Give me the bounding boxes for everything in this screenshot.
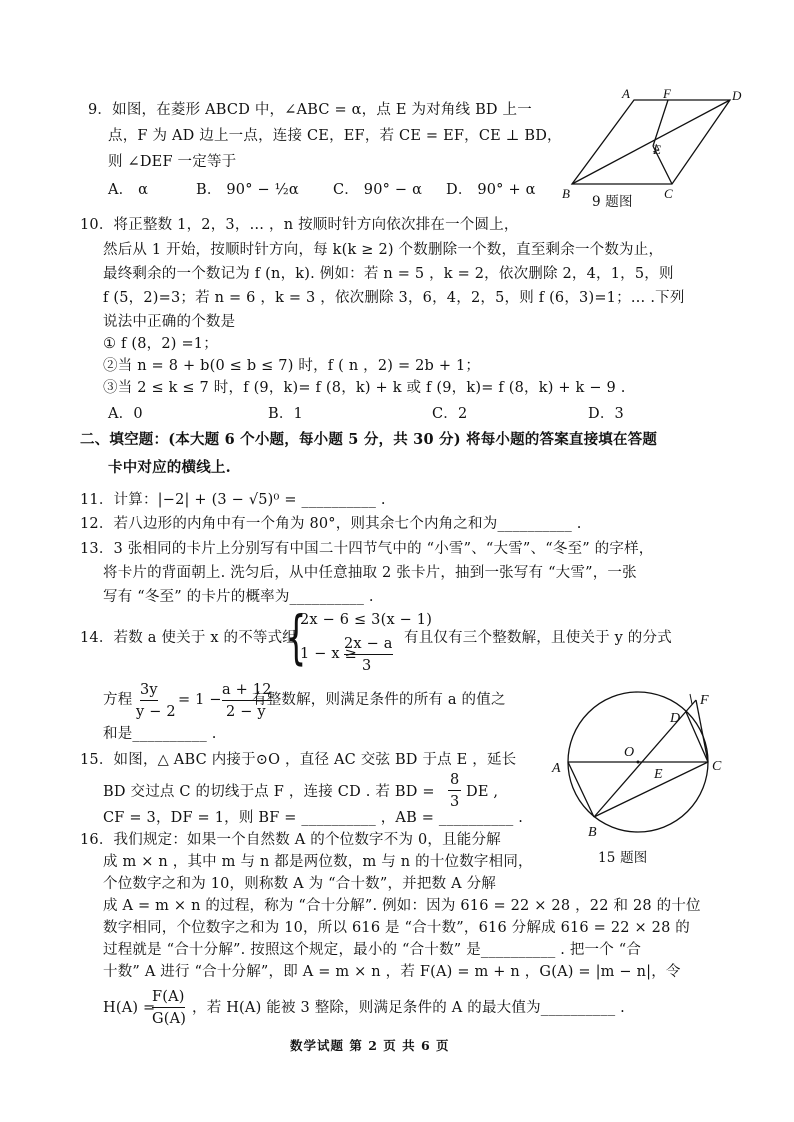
label-f: F: [663, 88, 671, 101]
section-2-heading-cont: 卡中对应的横线上.: [108, 459, 231, 476]
q10-option-d: D．3: [588, 406, 624, 422]
q15-line-3: CF = 3，DF = 1，则 BF = __________ ，AB = __________ .: [103, 810, 524, 826]
q15-circle-figure: [550, 690, 740, 840]
center-o-dot: [637, 761, 640, 764]
q11: 11．计算：|−2| + (3 − √5)⁰ = __________ .: [80, 492, 386, 508]
q14-inequality-2-num: 2x − a: [344, 634, 393, 655]
q14-pre: 14．若数 a 使关于 x 的不等式组: [80, 630, 298, 646]
q10-line-4: f (5，2)=3；若 n = 6 ，k = 3 ，依次删除 3，6，4，2，5，则 f (6，3)=1；… .下列: [103, 290, 685, 306]
q13-line-2: 将卡片的背面朝上. 洗匀后，从中任意抽取 2 张卡片，抽到一张写有 “大雪”，一张: [103, 565, 637, 581]
q15-line-2-post: DE ,: [466, 784, 499, 800]
q14-eq-den-1: y − 2: [136, 704, 176, 720]
segment-bf: [594, 700, 696, 817]
q16-line-2: 成 m × n ，其中 m 与 n 都是两位数，m 与 n 的十位数字相同，: [103, 854, 533, 870]
q14-last: 和是__________ .: [103, 726, 217, 742]
label-b: B: [588, 825, 597, 840]
q15-line-2-pre: BD 交过点 C 的切线于点 F ，连接 CD . 若 BD =: [103, 784, 435, 800]
label-c: C: [664, 186, 673, 201]
q16-frac-num: F(A): [152, 987, 185, 1008]
label-b: B: [562, 186, 570, 201]
q10-line-1: 10．将正整数 1，2，3，… ，n 按顺时针方向依次排在一个圆上，: [80, 217, 519, 233]
q16-last-pre: H(A) =: [103, 1000, 156, 1016]
segment-cd: [686, 712, 708, 762]
q14-eq-num-2: a + 12: [222, 680, 272, 701]
chord-ab: [568, 762, 594, 817]
q13-line-3: 写有 “冬至” 的卡片的概率为__________ .: [103, 589, 374, 605]
q16-line-5: 数字相同，个位数字之和为 10，所以 616 是 “合十数”，616 分解成 616 = 22 × 28 的: [103, 920, 691, 936]
q9-line-1: 9．如图，在菱形 ABCD 中，∠ABC = α，点 E 为对角线 BD 上一: [88, 102, 532, 118]
label-d: D: [670, 711, 681, 726]
label-c: C: [712, 759, 722, 774]
q16-line-1: 16．我们规定：如果一个自然数 A 的个位数字不为 0，且能分解: [80, 832, 501, 848]
label-o: O: [624, 745, 635, 760]
q15-frac-num: 8: [448, 770, 461, 791]
q14-eq-den-2: 2 − y: [226, 704, 266, 720]
label-e: E: [654, 767, 663, 782]
q14-eq-pre: 方程: [103, 692, 133, 708]
q16-frac-den: G(A): [152, 1011, 187, 1027]
q9-option-c: C． 90° − α: [333, 182, 423, 198]
q10-option-c: C．2: [432, 406, 468, 422]
q16-line-3: 个位数字之和为 10，则称数 A 为 “合十数”，并把数 A 分解: [103, 876, 496, 892]
label-d: D: [732, 88, 742, 103]
q16-line-4: 成 A = m × n 的过程，称为 “合十分解”. 例如：因为 616 = 22 × 28 ，22 和 28 的十位: [103, 898, 701, 914]
tangent-cf: [696, 700, 708, 762]
q10-option-a: A．0: [108, 406, 143, 422]
q9-rhombus-figure: [560, 88, 750, 208]
q14-brace: {: [286, 603, 307, 671]
q16-line-6: 过程就是 “合十分解”. 按照这个规定，最小的 “合十数” 是__________ . 把一个 “合: [103, 942, 642, 958]
q16-line-7: 十数” A 进行 “合十分解”，即 A = m × n ，若 F(A) = m + n ，G(A) = |m − n|，令: [103, 964, 681, 980]
q14-eq-num-1: 3y: [140, 680, 158, 701]
q10-statement-1: ① f (8，2) =1；: [103, 336, 218, 352]
q15-line-1: 15．如图，△ ABC 内接于⊙O ，直径 AC 交弦 BD 于点 E ，延长: [80, 752, 517, 768]
q10-statement-2: ②当 n = 8 + b(0 ≤ b ≤ 7) 时，f ( n ，2) = 2b + 1；: [103, 358, 481, 374]
diagonal-bd: [572, 100, 730, 184]
q14-eq-post: 有整数解，则满足条件的所有 a 的值之: [252, 692, 506, 708]
q12: 12．若八边形的内角中有一个角为 80°，则其余七个内角之和为__________ .: [80, 516, 582, 532]
q14-inequality-2-den: 3: [362, 658, 372, 674]
q9-line-2: 点，F 为 AD 边上一点，连接 CE，EF，若 CE = EF，CE ⊥ BD，: [108, 128, 562, 144]
q9-option-b: B． 90° − ½α: [196, 182, 299, 198]
q10-line-3: 最终剩余的一个数记为 f (n，k). 例如：若 n = 5 ，k = 2，依次删除 2，4，1，5，则: [103, 266, 674, 282]
q14-inequality-2-left: 1 − x ≥: [300, 646, 357, 662]
q9-option-a: A． α: [108, 182, 149, 198]
q14-eq-mid: = 1 −: [178, 692, 222, 708]
section-2-heading: 二、填空题：(本大题 6 个小题，每小题 5 分，共 30 分) 将每小题的答案直接填在答题: [80, 431, 658, 448]
q10-line-5: 说法中正确的个数是: [103, 314, 236, 330]
q9-line-3: 则 ∠DEF 一定等于: [108, 154, 237, 170]
segment-ef: [653, 100, 668, 146]
label-a: A: [552, 761, 561, 776]
tick-mark: [690, 694, 692, 704]
label-f: F: [700, 693, 709, 708]
q9-option-d: D． 90° + α: [446, 182, 536, 198]
label-a: A: [622, 88, 630, 101]
q10-statement-3: ③当 2 ≤ k ≤ 7 时，f (9，k)= f (8，k) + k 或 f (9，k)= f (8，k) + k − 9 .: [103, 380, 626, 396]
q14-inequality-1: 2x − 6 ≤ 3(x − 1): [300, 612, 433, 628]
q10-line-2: 然后从 1 开始，按顺时针方向，每 k(k ≥ 2) 个数删除一个数，直至剩余一个数为止，: [103, 242, 664, 258]
q10-option-b: B．1: [268, 406, 303, 422]
page-footer: 数学试题 第 2 页 共 6 页: [290, 1038, 450, 1053]
q15-figure-caption: 15 题图: [598, 850, 648, 866]
q9-figure-caption: 9 题图: [592, 194, 633, 210]
label-e: E: [653, 142, 661, 157]
q14-post: 有且仅有三个整数解，且使关于 y 的分式: [404, 630, 672, 646]
q15-frac-den: 3: [450, 794, 460, 810]
q16-last-post: ，若 H(A) 能被 3 整除，则满足条件的 A 的最大值为__________ .: [192, 1000, 625, 1016]
q13-line-1: 13．3 张相同的卡片上分别写有中国二十四节气中的 “小雪”、“大雪”、“冬至” 的字样，: [80, 541, 654, 557]
